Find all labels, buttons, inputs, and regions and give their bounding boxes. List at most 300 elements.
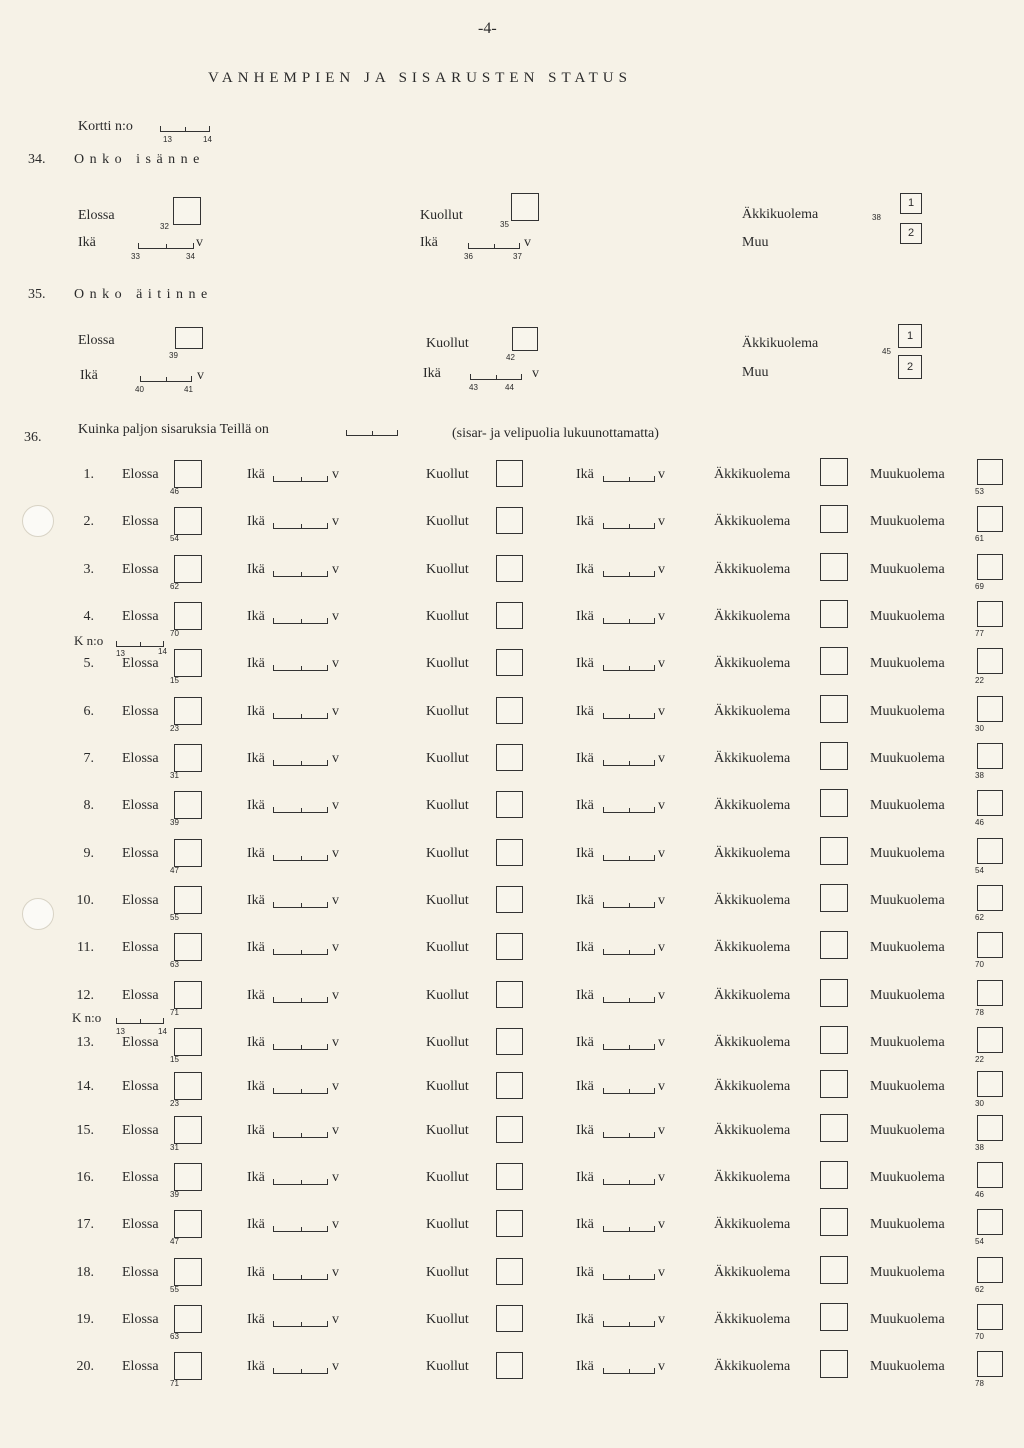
card-field-row12[interactable] (116, 1018, 164, 1024)
sudden-death-checkbox[interactable] (820, 1114, 848, 1142)
dead-checkbox[interactable] (496, 744, 523, 771)
age-field[interactable] (273, 523, 328, 529)
dead-age-field[interactable] (603, 997, 655, 1003)
other-death-checkbox[interactable] (977, 1162, 1003, 1188)
dead-age-label: Ikä (576, 1312, 594, 1327)
age-unit: v (332, 1359, 339, 1374)
sudden-death-label: Äkkikuolema (714, 562, 791, 577)
sudden-death-label: Äkkikuolema (714, 1035, 791, 1050)
age-field[interactable] (273, 997, 328, 1003)
other-cause-label: Muu (742, 365, 769, 380)
row-number: 19. (76, 1312, 94, 1327)
dead-label: Kuollut (426, 514, 469, 529)
alive-checkbox[interactable] (174, 555, 202, 583)
alive-code: 39 (170, 818, 179, 827)
other-death-checkbox[interactable] (977, 838, 1003, 864)
dead-label: Kuollut (426, 467, 469, 482)
dead-checkbox[interactable] (496, 1163, 523, 1190)
age-label: Ikä (247, 656, 265, 671)
alive-code: 15 (170, 1055, 179, 1064)
punch-hole-top (22, 505, 54, 537)
age-code-end: 41 (184, 385, 193, 394)
age-unit: v (197, 368, 204, 383)
alive-checkbox[interactable] (174, 933, 202, 961)
card-field-row4[interactable] (116, 641, 164, 647)
alive-code: 71 (170, 1379, 179, 1388)
sudden-death-checkbox[interactable] (820, 742, 848, 770)
other-death-code: 22 (975, 1055, 984, 1064)
other-death-code: 46 (975, 1190, 984, 1199)
age-unit: v (332, 798, 339, 813)
dead-checkbox[interactable] (511, 193, 539, 221)
other-death-code: 38 (975, 771, 984, 780)
other-death-checkbox[interactable] (977, 1257, 1003, 1283)
sudden-death-checkbox[interactable] (820, 789, 848, 817)
dead-age-label: Ikä (576, 846, 594, 861)
alive-label: Elossa (78, 208, 115, 223)
other-death-label: Muukuolema (870, 1123, 945, 1138)
dead-checkbox[interactable] (496, 649, 523, 676)
age-code-start: 33 (131, 252, 140, 261)
alive-checkbox[interactable] (174, 1305, 202, 1333)
age-unit: v (332, 1079, 339, 1094)
dead-checkbox[interactable] (496, 1072, 523, 1099)
age-code-end: 34 (186, 252, 195, 261)
alive-code: 63 (170, 1332, 179, 1341)
dead-label: Kuollut (426, 1035, 469, 1050)
dead-age-unit: v (524, 235, 531, 250)
age-label: Ikä (247, 704, 265, 719)
siblings-note: (sisar- ja velipuolia lukuunottamatta) (452, 426, 659, 441)
age-field[interactable] (273, 618, 328, 624)
sudden-death-checkbox[interactable] (820, 505, 848, 533)
dead-age-field[interactable] (603, 665, 655, 671)
alive-checkbox[interactable] (174, 1072, 202, 1100)
dead-age-label: Ikä (576, 1265, 594, 1280)
sudden-death-checkbox[interactable] (820, 553, 848, 581)
alive-code: 23 (170, 724, 179, 733)
dead-age-field[interactable] (603, 476, 655, 482)
alive-checkbox[interactable] (175, 327, 203, 349)
other-death-label: Muukuolema (870, 988, 945, 1003)
age-field[interactable] (273, 807, 328, 813)
other-death-checkbox[interactable] (977, 885, 1003, 911)
age-unit: v (332, 704, 339, 719)
age-label: Ikä (247, 893, 265, 908)
dead-age-unit: v (658, 656, 665, 671)
dead-age-unit: v (658, 562, 665, 577)
card-col-start: 13 (116, 649, 125, 658)
card-label-row12: K n:o (72, 1010, 102, 1025)
other-death-label: Muukuolema (870, 751, 945, 766)
page-title: VANHEMPIEN JA SISARUSTEN STATUS (208, 70, 632, 86)
sudden-death-checkbox[interactable] (820, 1256, 848, 1284)
dead-age-field[interactable] (603, 902, 655, 908)
dead-age-unit: v (532, 366, 539, 381)
dead-checkbox[interactable] (496, 981, 523, 1008)
alive-checkbox[interactable] (174, 460, 202, 488)
sudden-death-checkbox[interactable] (820, 979, 848, 1007)
dead-age-code-start: 43 (469, 383, 478, 392)
dead-checkbox[interactable] (496, 1305, 523, 1332)
age-field[interactable] (273, 1226, 328, 1232)
alive-code: 47 (170, 866, 179, 875)
age-label: Ikä (247, 798, 265, 813)
alive-label: Elossa (122, 704, 159, 719)
card-number-field[interactable] (160, 126, 210, 132)
sudden-death-label: Äkkikuolema (714, 704, 791, 719)
other-death-code: 61 (975, 534, 984, 543)
alive-code: 39 (169, 351, 178, 360)
dead-label: Kuollut (426, 940, 469, 955)
dead-checkbox[interactable] (496, 886, 523, 913)
sudden-death-checkbox[interactable] (820, 647, 848, 675)
dead-age-field[interactable] (603, 571, 655, 577)
age-label: Ikä (247, 988, 265, 1003)
dead-label: Kuollut (426, 656, 469, 671)
age-field[interactable] (273, 1368, 328, 1374)
age-field[interactable] (273, 1274, 328, 1280)
punch-hole-bottom (22, 898, 54, 930)
dead-checkbox[interactable] (496, 460, 523, 487)
alive-checkbox[interactable] (174, 697, 202, 725)
alive-label: Elossa (122, 751, 159, 766)
alive-code: 23 (170, 1099, 179, 1108)
section-number: 36. (24, 430, 42, 445)
other-death-label: Muukuolema (870, 940, 945, 955)
other-cause-option-box[interactable]: 2 (898, 355, 922, 379)
dead-age-label: Ikä (576, 798, 594, 813)
other-cause-option-box[interactable]: 2 (900, 223, 922, 244)
dead-age-field[interactable] (603, 1132, 655, 1138)
sudden-death-checkbox[interactable] (820, 458, 848, 486)
dead-checkbox[interactable] (496, 1210, 523, 1237)
dead-label: Kuollut (426, 1312, 469, 1327)
dead-code: 42 (506, 353, 515, 362)
alive-label: Elossa (122, 1079, 159, 1094)
alive-code: 63 (170, 960, 179, 969)
age-field[interactable] (273, 855, 328, 861)
other-death-label: Muukuolema (870, 1170, 945, 1185)
sudden-death-checkbox[interactable] (820, 1303, 848, 1331)
other-death-checkbox[interactable] (977, 980, 1003, 1006)
dead-age-field[interactable] (603, 1368, 655, 1374)
row-number: 1. (83, 467, 94, 482)
age-field[interactable] (273, 1321, 328, 1327)
dead-checkbox[interactable] (496, 1352, 523, 1379)
alive-checkbox[interactable] (174, 602, 202, 630)
age-label: Ikä (247, 514, 265, 529)
section-heading: O n k o i s ä n n e (74, 152, 201, 167)
dead-age-unit: v (658, 1123, 665, 1138)
section-number: 35. (28, 287, 46, 302)
sudden-death-checkbox[interactable] (820, 695, 848, 723)
alive-label: Elossa (122, 1217, 159, 1232)
dead-age-field[interactable] (603, 760, 655, 766)
row-number: 20. (76, 1359, 94, 1374)
sudden-death-label: Äkkikuolema (714, 1359, 791, 1374)
dead-checkbox[interactable] (496, 1258, 523, 1285)
alive-label: Elossa (122, 1123, 159, 1138)
dead-age-label: Ikä (576, 893, 594, 908)
dead-label: Kuollut (426, 609, 469, 624)
dead-age-label: Ikä (576, 514, 594, 529)
section-heading: O n k o ä i t i n n e (74, 287, 209, 302)
row-number: 11. (77, 940, 94, 955)
alive-code: 47 (170, 1237, 179, 1246)
alive-checkbox[interactable] (174, 649, 202, 677)
row-number: 17. (76, 1217, 94, 1232)
dead-age-label: Ikä (576, 1170, 594, 1185)
other-death-checkbox[interactable] (977, 554, 1003, 580)
sudden-death-option-box[interactable]: 1 (898, 324, 922, 348)
dead-age-unit: v (658, 893, 665, 908)
age-field[interactable] (273, 902, 328, 908)
sudden-death-label: Äkkikuolema (714, 609, 791, 624)
card-col-start: 13 (116, 1027, 125, 1036)
age-field[interactable] (273, 713, 328, 719)
alive-checkbox[interactable] (174, 839, 202, 867)
other-death-checkbox[interactable] (977, 743, 1003, 769)
age-field[interactable] (273, 760, 328, 766)
other-death-checkbox[interactable] (977, 1027, 1003, 1053)
age-field[interactable] (273, 1088, 328, 1094)
alive-label: Elossa (122, 1312, 159, 1327)
age-unit: v (332, 1035, 339, 1050)
sudden-death-label: Äkkikuolema (714, 1217, 791, 1232)
alive-label: Elossa (122, 1170, 159, 1185)
alive-checkbox[interactable] (174, 744, 202, 772)
dead-age-field[interactable] (603, 618, 655, 624)
other-death-checkbox[interactable] (977, 601, 1003, 627)
dead-checkbox[interactable] (496, 1116, 523, 1143)
alive-checkbox[interactable] (174, 1116, 202, 1144)
age-label: Ikä (247, 609, 265, 624)
dead-age-field[interactable] (603, 713, 655, 719)
age-label: Ikä (247, 751, 265, 766)
age-unit: v (332, 846, 339, 861)
alive-checkbox[interactable] (174, 1210, 202, 1238)
age-unit: v (332, 1265, 339, 1280)
dead-checkbox[interactable] (496, 791, 523, 818)
dead-label: Kuollut (426, 562, 469, 577)
other-death-checkbox[interactable] (977, 459, 1003, 485)
sudden-death-checkbox[interactable] (820, 600, 848, 628)
sudden-death-checkbox[interactable] (820, 884, 848, 912)
alive-code: 31 (170, 771, 179, 780)
alive-checkbox[interactable] (174, 1352, 202, 1380)
dead-age-unit: v (658, 467, 665, 482)
dead-age-field[interactable] (603, 1226, 655, 1232)
dead-age-label: Ikä (576, 1217, 594, 1232)
row-number: 13. (76, 1035, 94, 1050)
alive-code: 39 (170, 1190, 179, 1199)
dead-label: Kuollut (426, 1170, 469, 1185)
dead-age-unit: v (658, 1265, 665, 1280)
sudden-death-label: Äkkikuolema (714, 1079, 791, 1094)
page-number: -4- (478, 20, 497, 37)
alive-checkbox[interactable] (174, 1258, 202, 1286)
alive-checkbox[interactable] (174, 1163, 202, 1191)
alive-checkbox[interactable] (174, 791, 202, 819)
alive-code: 71 (170, 1008, 179, 1017)
age-unit: v (332, 1170, 339, 1185)
dead-label: Kuollut (426, 1123, 469, 1138)
dead-age-unit: v (658, 609, 665, 624)
dead-age-field[interactable] (468, 243, 520, 249)
alive-code: 70 (170, 629, 179, 638)
dead-checkbox[interactable] (496, 839, 523, 866)
other-death-label: Muukuolema (870, 467, 945, 482)
dead-age-unit: v (658, 1359, 665, 1374)
other-death-code: 70 (975, 960, 984, 969)
section-number: 34. (28, 152, 46, 167)
sudden-death-label: Äkkikuolema (714, 467, 791, 482)
alive-label: Elossa (122, 846, 159, 861)
other-death-code: 38 (975, 1143, 984, 1152)
dead-age-field[interactable] (603, 807, 655, 813)
age-label: Ikä (247, 940, 265, 955)
other-death-label: Muukuolema (870, 846, 945, 861)
sibling-count-field[interactable] (346, 430, 398, 436)
sudden-death-checkbox[interactable] (820, 1070, 848, 1098)
age-field[interactable] (273, 665, 328, 671)
dead-age-unit: v (658, 704, 665, 719)
row-number: 12. (76, 988, 94, 1003)
age-field[interactable] (273, 1044, 328, 1050)
other-death-label: Muukuolema (870, 893, 945, 908)
sudden-death-checkbox[interactable] (820, 1161, 848, 1189)
other-death-checkbox[interactable] (977, 1304, 1003, 1330)
sudden-death-checkbox[interactable] (820, 1026, 848, 1054)
other-cause-label: Muu (742, 235, 769, 250)
age-field[interactable] (273, 476, 328, 482)
other-death-checkbox[interactable] (977, 648, 1003, 674)
dead-age-unit: v (658, 940, 665, 955)
other-death-label: Muukuolema (870, 609, 945, 624)
alive-code: 32 (160, 222, 169, 231)
age-field[interactable] (273, 949, 328, 955)
other-death-code: 78 (975, 1008, 984, 1017)
age-unit: v (332, 1123, 339, 1138)
dead-checkbox[interactable] (496, 1028, 523, 1055)
other-death-checkbox[interactable] (977, 1351, 1003, 1377)
dead-age-field[interactable] (603, 523, 655, 529)
dead-age-field[interactable] (603, 1321, 655, 1327)
other-death-label: Muukuolema (870, 1312, 945, 1327)
dead-label: Kuollut (426, 1079, 469, 1094)
other-death-code: 53 (975, 487, 984, 496)
dead-age-field[interactable] (603, 1044, 655, 1050)
dead-checkbox[interactable] (512, 327, 538, 351)
dead-label: Kuollut (426, 988, 469, 1003)
dead-checkbox[interactable] (496, 507, 523, 534)
dead-age-label: Ikä (576, 1035, 594, 1050)
alive-checkbox[interactable] (174, 1028, 202, 1056)
other-death-label: Muukuolema (870, 562, 945, 577)
sudden-death-label: Äkkikuolema (714, 846, 791, 861)
other-death-code: 54 (975, 1237, 984, 1246)
dead-age-field[interactable] (603, 1179, 655, 1185)
other-death-checkbox[interactable] (977, 506, 1003, 532)
alive-checkbox[interactable] (174, 886, 202, 914)
dead-age-label: Ikä (576, 656, 594, 671)
age-field[interactable] (273, 1179, 328, 1185)
dead-checkbox[interactable] (496, 697, 523, 724)
age-unit: v (332, 1217, 339, 1232)
alive-checkbox[interactable] (174, 507, 202, 535)
age-label: Ikä (80, 368, 98, 383)
other-death-checkbox[interactable] (977, 1071, 1003, 1097)
other-death-code: 46 (975, 818, 984, 827)
row-number: 16. (76, 1170, 94, 1185)
other-death-checkbox[interactable] (977, 696, 1003, 722)
dead-age-unit: v (658, 1312, 665, 1327)
other-death-checkbox[interactable] (977, 1209, 1003, 1235)
dead-age-unit: v (658, 1079, 665, 1094)
sudden-death-checkbox[interactable] (820, 837, 848, 865)
age-field[interactable] (140, 376, 192, 382)
other-death-checkbox[interactable] (977, 790, 1003, 816)
sudden-death-checkbox[interactable] (820, 1350, 848, 1378)
dead-age-field[interactable] (470, 374, 522, 380)
dead-age-field[interactable] (603, 1274, 655, 1280)
age-label: Ikä (247, 1265, 265, 1280)
alive-checkbox[interactable] (173, 197, 201, 225)
dead-age-code-end: 44 (505, 383, 514, 392)
age-field[interactable] (138, 243, 194, 249)
dead-checkbox[interactable] (496, 602, 523, 629)
dead-age-field[interactable] (603, 949, 655, 955)
card-col-end: 14 (158, 1027, 167, 1036)
sudden-death-label: Äkkikuolema (714, 751, 791, 766)
other-death-checkbox[interactable] (977, 1115, 1003, 1141)
dead-age-unit: v (658, 846, 665, 861)
dead-age-field[interactable] (603, 855, 655, 861)
dead-age-field[interactable] (603, 1088, 655, 1094)
other-death-label: Muukuolema (870, 798, 945, 813)
other-death-code: 78 (975, 1379, 984, 1388)
alive-label: Elossa (122, 467, 159, 482)
age-label: Ikä (247, 1217, 265, 1232)
age-label: Ikä (247, 467, 265, 482)
other-death-code: 54 (975, 866, 984, 875)
dead-checkbox[interactable] (496, 933, 523, 960)
other-death-checkbox[interactable] (977, 932, 1003, 958)
age-field[interactable] (273, 1132, 328, 1138)
age-field[interactable] (273, 571, 328, 577)
row-number: 2. (83, 514, 94, 529)
sudden-death-label: Äkkikuolema (714, 1123, 791, 1138)
dead-age-unit: v (658, 1035, 665, 1050)
other-death-code: 30 (975, 724, 984, 733)
sudden-death-label: Äkkikuolema (714, 940, 791, 955)
dead-checkbox[interactable] (496, 555, 523, 582)
row-number: 14. (76, 1079, 94, 1094)
alive-checkbox[interactable] (174, 981, 202, 1009)
alive-code: 46 (170, 487, 179, 496)
alive-label: Elossa (122, 988, 159, 1003)
dead-age-unit: v (658, 1217, 665, 1232)
sudden-death-checkbox[interactable] (820, 1208, 848, 1236)
alive-label: Elossa (122, 798, 159, 813)
dead-age-unit: v (658, 988, 665, 1003)
age-unit: v (196, 235, 203, 250)
age-unit: v (332, 562, 339, 577)
sudden-death-option-box[interactable]: 1 (900, 193, 922, 214)
sudden-death-checkbox[interactable] (820, 931, 848, 959)
dead-age-unit: v (658, 751, 665, 766)
